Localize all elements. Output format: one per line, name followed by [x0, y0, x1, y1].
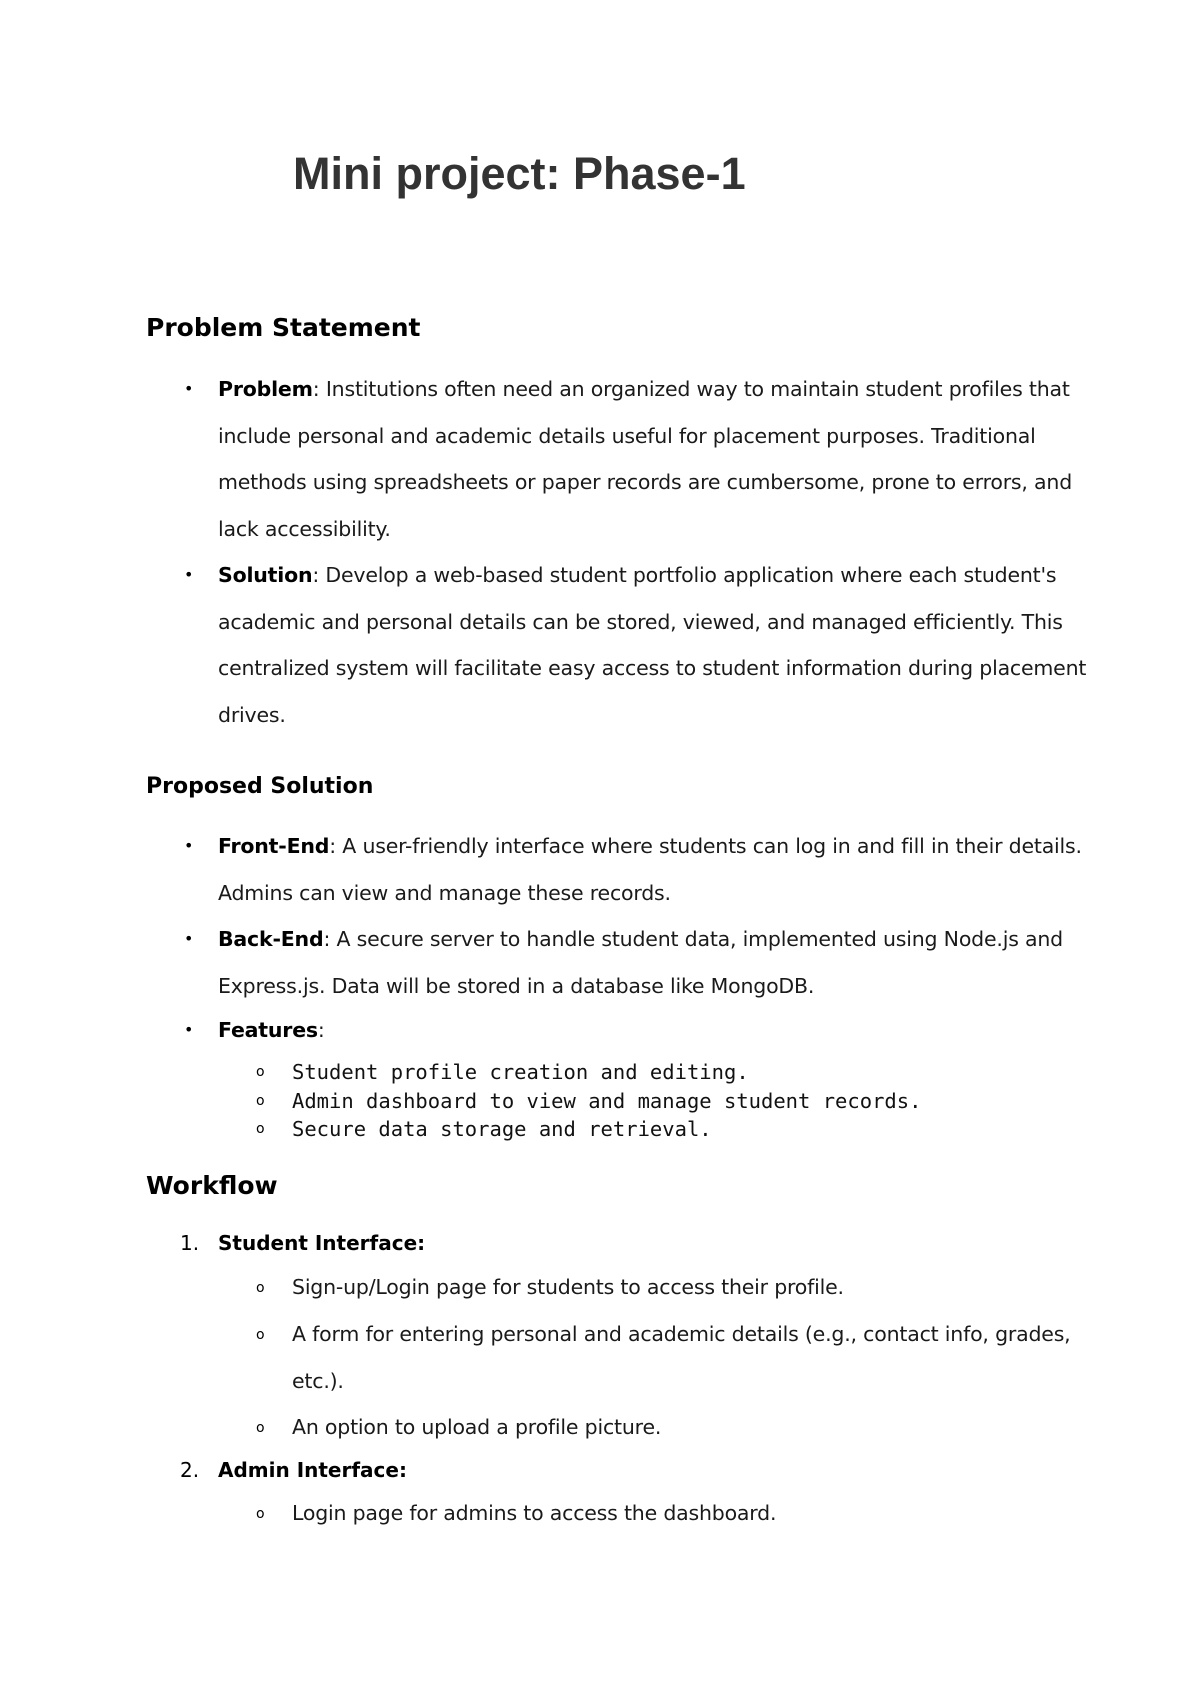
feature-text: Admin dashboard to view and manage student records. — [292, 1088, 922, 1113]
step-number: 1. — [180, 1231, 200, 1255]
heading-proposed-solution: Proposed Solution — [146, 774, 374, 799]
heading-workflow: Workflow — [146, 1171, 278, 1200]
features-list — [256, 1058, 921, 1144]
solution-text: Develop a web-based student portfolio application where each student's academic and personal details can be stored, viewed, and managed efficiently. This centralized system will facilitate easy access to student information during placement drives. — [218, 563, 1087, 727]
feature-text: Student profile creation and editing. — [292, 1060, 749, 1084]
front-end-text: A user-friendly interface where students can log in and fill in their details. Admins can view and manage these records. — [218, 834, 1082, 905]
feature-item — [256, 1087, 921, 1116]
circle-bullet-icon: o — [256, 1420, 265, 1436]
front-end-label: Front-End — [218, 834, 330, 858]
bullet-icon: • — [184, 565, 194, 584]
back-end-sep: : — [323, 927, 331, 951]
features-item — [218, 1007, 1098, 1054]
problem-text: Institutions often need an organized way to maintain student profiles that include personal and academic details useful for placement purposes. Traditional methods using spreadsheets or paper records are cumbersome, prone to errors, and lack accessibility. — [218, 377, 1073, 541]
step-subitem: Sign-up/Login page for students to access their profile. — [292, 1275, 844, 1299]
step-subitem: Login page for admins to access the dashboard. — [292, 1501, 777, 1525]
solution-item — [218, 552, 1098, 738]
problem-sep: : — [312, 377, 320, 401]
feature-item — [256, 1058, 921, 1087]
circle-bullet-icon: o — [256, 1506, 265, 1522]
back-end-text: A secure server to handle student data, implemented using Node.js and Express.js. Data will be stored in a database like MongoDB. — [218, 927, 1063, 998]
solution-label: Solution — [218, 563, 313, 587]
problem-label: Problem — [218, 377, 313, 401]
feature-item — [256, 1115, 921, 1144]
circle-bullet-icon: o — [256, 1121, 265, 1137]
circle-bullet-icon: o — [256, 1327, 265, 1343]
bullet-icon: • — [184, 929, 194, 948]
step-subitem: An option to upload a profile picture. — [292, 1415, 662, 1439]
features-sep: : — [317, 1018, 325, 1042]
front-end-sep: : — [329, 834, 336, 858]
circle-bullet-icon: o — [256, 1092, 265, 1109]
circle-bullet-icon: o — [256, 1280, 265, 1296]
heading-problem-statement: Problem Statement — [146, 313, 421, 342]
page-title: Mini project: Phase-1 — [293, 148, 746, 199]
feature-text: Secure data storage and retrieval. — [292, 1117, 712, 1141]
bullet-icon: • — [184, 836, 194, 855]
features-label: Features — [218, 1018, 318, 1042]
step-number: 2. — [180, 1458, 200, 1482]
solution-sep: : — [312, 563, 320, 587]
step-subitem: A form for entering personal and academic details (e.g., contact info, grades, etc.). — [292, 1322, 1071, 1393]
bullet-icon: • — [184, 379, 194, 398]
front-end-item — [218, 823, 1098, 916]
circle-bullet-icon: o — [256, 1064, 265, 1080]
step-label: Student Interface: — [218, 1231, 426, 1255]
bullet-icon: • — [184, 1020, 194, 1039]
back-end-label: Back-End — [218, 927, 324, 951]
back-end-item — [218, 916, 1098, 1009]
problem-item — [218, 366, 1098, 552]
step-label: Admin Interface: — [218, 1458, 407, 1482]
